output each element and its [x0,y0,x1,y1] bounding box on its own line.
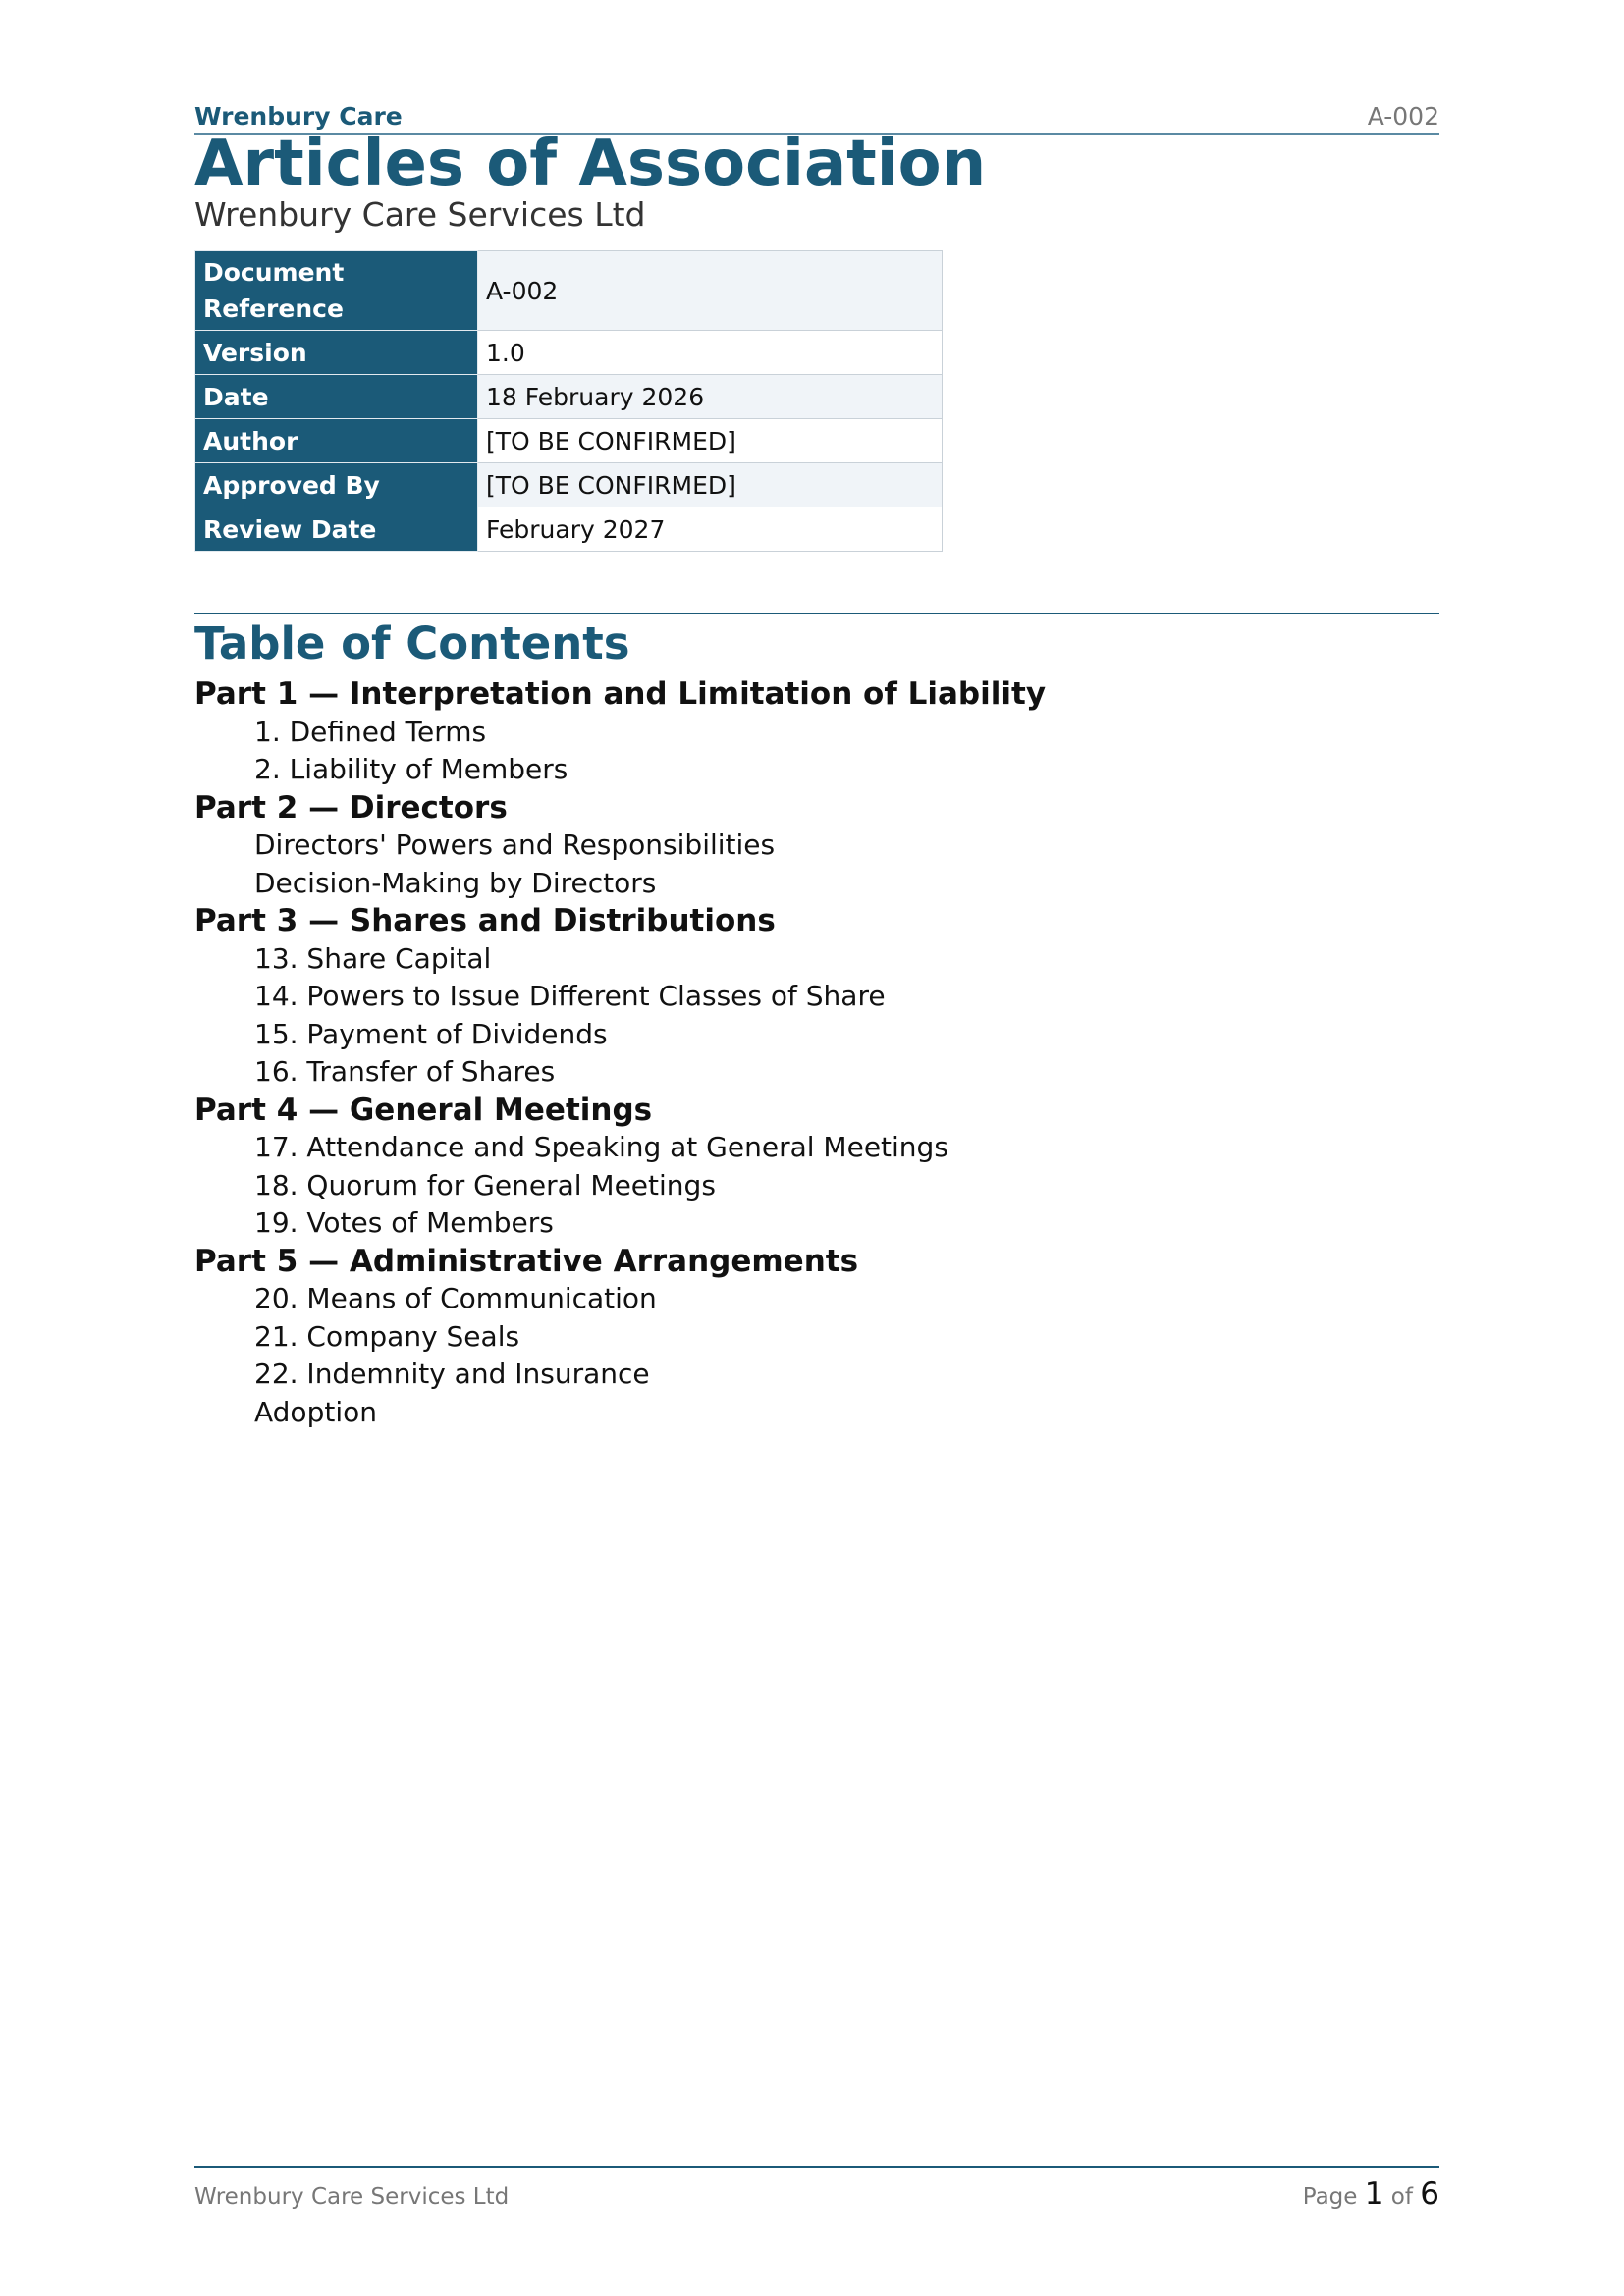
metadata-row [195,463,943,507]
document-subtitle: Wrenbury Care Services Ltd [194,195,646,234]
toc-part-4[interactable]: Part 4 — General Meetings [194,1092,653,1128]
metadata-value: [TO BE CONFIRMED] [478,419,943,463]
toc-entry[interactable]: 17. Attendance and Speaking at General Meetings [254,1131,948,1163]
metadata-row [195,507,943,552]
toc-entry[interactable]: 19. Votes of Members [254,1206,554,1239]
toc-entry[interactable]: Directors' Powers and Responsibilities [254,828,776,861]
toc-entry[interactable]: Decision-Making by Directors [254,866,657,899]
metadata-label: Review Date [195,507,478,552]
metadata-value: A-002 [478,251,943,331]
footer-company: Wrenbury Care Services Ltd [194,2184,510,2210]
metadata-row [195,331,943,375]
toc-entry[interactable]: 16. Transfer of Shares [254,1055,556,1088]
page-word: Page [1302,2184,1358,2210]
document-metadata-table [194,250,943,552]
toc-entry[interactable]: 20. Means of Communication [254,1282,657,1314]
metadata-value: 18 February 2026 [478,375,943,419]
metadata-value: February 2027 [478,507,943,552]
toc-part-1[interactable]: Part 1 — Interpretation and Limitation of Liability [194,676,1047,712]
of-word: of [1390,2184,1413,2210]
table-of-contents [194,675,1439,1431]
toc-entry[interactable]: 1. Defined Terms [254,715,487,748]
current-page: 1 [1364,2176,1384,2212]
metadata-row [195,251,943,331]
toc-entry[interactable]: 22. Indemnity and Insurance [254,1358,650,1390]
metadata-label: Date [195,375,478,419]
running-footer [194,2166,1439,2212]
document-title: Articles of Association [194,128,987,200]
header-organisation: Wrenbury Care [194,102,403,131]
page-number [1303,2176,1439,2212]
toc-part-2[interactable]: Part 2 — Directors [194,789,508,826]
header-doc-ref: A-002 [1367,102,1439,131]
metadata-label: Document Reference [195,251,478,331]
metadata-row [195,419,943,463]
toc-entry[interactable]: 13. Share Capital [254,941,492,975]
metadata-label: Version [195,331,478,375]
toc-entry[interactable]: 2. Liability of Members [254,753,568,785]
toc-part-5[interactable]: Part 5 — Administrative Arrangements [194,1243,859,1279]
metadata-value: 1.0 [478,331,943,375]
toc-entry[interactable]: 15. Payment of Dividends [254,1017,608,1050]
toc-heading: Table of Contents [194,617,630,669]
metadata-value: [TO BE CONFIRMED] [478,463,943,507]
metadata-label: Approved By [195,463,478,507]
metadata-row [195,375,943,419]
toc-entry[interactable]: 14. Powers to Issue Different Classes of Share [254,980,886,1012]
metadata-label: Author [195,419,478,463]
toc-entry[interactable]: 21. Company Seals [254,1319,520,1353]
toc-part-3[interactable]: Part 3 — Shares and Distributions [194,903,776,938]
toc-entry[interactable]: Adoption [254,1395,377,1428]
document-page [194,0,1439,2296]
total-pages: 6 [1420,2176,1439,2212]
toc-entry[interactable]: 18. Quorum for General Meetings [254,1168,716,1201]
